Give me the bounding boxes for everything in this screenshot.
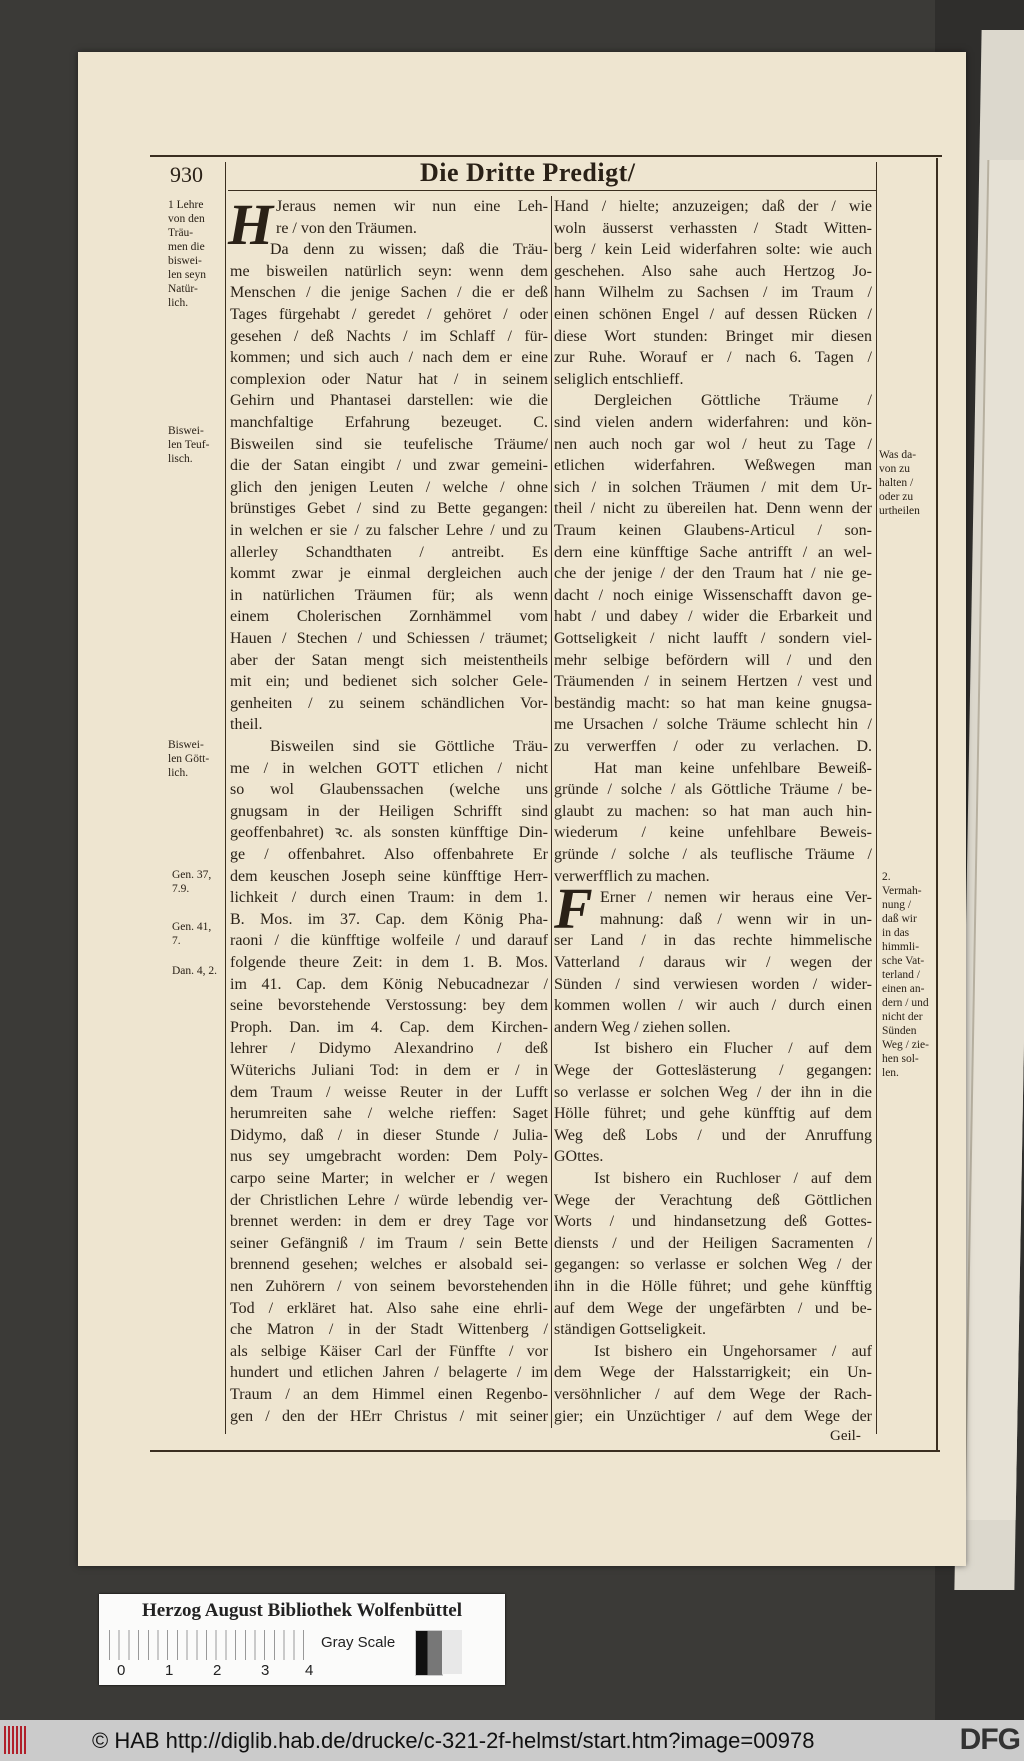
- text-line: Didymo, daß / in dieser Stunde / Julia-: [230, 1126, 548, 1144]
- text-line: gesehen / deß Nachts / im Schlaff / für-: [230, 327, 548, 345]
- text-line: complexion oder Natur hat / in seinem: [230, 370, 548, 388]
- margin-note-line: len Teuf-: [168, 439, 210, 451]
- text-line: Ist bishero ein Flucher / auf dem: [594, 1040, 872, 1058]
- margin-note-line: lich.: [168, 767, 189, 779]
- margin-note-line: len seyn: [168, 269, 207, 281]
- text-line: hann Wilhelm zu Sachsen / im Traum /: [554, 284, 872, 302]
- hab-logo-icon: [4, 1726, 26, 1754]
- margin-note-line: halten /: [879, 477, 914, 489]
- margin-note: [168, 424, 209, 466]
- text-line: andern Weg / ziehen sollen.: [554, 1018, 731, 1036]
- text-line: seine bevorstehende Verstossung: bey dem: [230, 997, 548, 1015]
- ruler-number: 4: [305, 1662, 314, 1679]
- text-line: Menschen / die jenige Sachen / die er deß: [230, 284, 548, 302]
- margin-note-line: Träu-: [168, 227, 194, 239]
- left-margin-rule: [225, 162, 226, 1434]
- text-line: Tod / erkläret hat. Also sahe eine ehrli-: [230, 1299, 548, 1317]
- text-line: carpo seine Marter; in welcher er / wegen: [230, 1170, 548, 1187]
- ruler-number: 3: [261, 1662, 270, 1679]
- text-line: gier; ein Unzüchtiger / auf dem Wege der: [554, 1407, 872, 1425]
- text-line: me bisweilen natürlich seyn: wenn dem: [230, 262, 548, 280]
- text-line: raoni / die künfftige wolfeile / und darauf: [230, 932, 548, 950]
- text-line: nen Zuhörern / von seinem bevorstehenden: [230, 1278, 548, 1295]
- margin-note-line: Natür-: [168, 283, 198, 295]
- text-line: glaubt zu machen: so hat man auch hin-: [554, 802, 872, 820]
- text-line: theil.: [230, 716, 263, 734]
- text-line: me Ursachen / solche Träume schlecht hin /: [554, 716, 872, 734]
- text-line: so wol Glaubenssachen (welche uns: [230, 781, 548, 799]
- text-line: gründe / solche / als Göttliche Träume / be-: [554, 781, 872, 799]
- text-line: in welchen er sie / zu falscher Lehre / und zu: [230, 522, 548, 539]
- text-line: etlichen widerfahren. Weßwegen man: [554, 457, 872, 475]
- text-line: Traum keinen Glaubens-Articul / son-: [554, 522, 872, 539]
- text-line: dem Wege der Halsstarrigkeit; ein Un-: [554, 1364, 872, 1382]
- text-line: versöhnlicher / auf dem Wege der Rach-: [554, 1386, 872, 1403]
- margin-note-line: 2.: [882, 871, 891, 883]
- ruler-number: 2: [213, 1662, 222, 1679]
- text-line: Proph. Dan. im 4. Cap. dem Kirchen-: [230, 1018, 548, 1036]
- text-line: Träumenden / in seinem Hertzen / vest und: [554, 673, 872, 691]
- margin-note-line: nung /: [882, 899, 912, 911]
- text-line: nus sey umgebracht worden: Dem Poly-: [230, 1148, 548, 1166]
- margin-note-line: Vermah-: [882, 885, 922, 897]
- margin-note: [168, 738, 209, 780]
- text-line: seiner Gefängniß / im Traum / sein Bette: [230, 1234, 548, 1252]
- text-line: habt / und dabey / wider die Erbarkeit und: [554, 608, 872, 626]
- text-line: herumreiten sahe / welche rieffen: Saget: [230, 1105, 548, 1123]
- margin-note-line: einen an-: [882, 983, 925, 995]
- text-line: mit ein; und bedienet sich solcher Gele-: [230, 673, 548, 691]
- text-line: brennet werden: in dem er drey Tage vor: [230, 1213, 548, 1231]
- text-line: Hat man keine unfehlbare Beweiß-: [594, 759, 872, 777]
- margin-note-line: oder zu: [879, 491, 914, 503]
- margin-note: [882, 870, 929, 1080]
- margin-note-line: lisch.: [168, 453, 193, 465]
- text-line: Ist bishero ein Ungehorsamer / auf: [594, 1342, 872, 1360]
- copyright-link[interactable]: © HAB http://diglib.hab.de/drucke/c-321-2f-helmst/start.htm?image=00978: [92, 1728, 815, 1753]
- text-line: geschehen. Also sahe auch Hertzog Jo-: [554, 262, 872, 280]
- text-line: Vatterland / daraus wir / wegen der: [554, 954, 872, 971]
- margin-note-line: hen sol-: [882, 1053, 919, 1065]
- dfg-logo: DFG: [959, 1723, 1020, 1756]
- margin-note: [879, 448, 920, 518]
- margin-note-line: men die: [168, 241, 205, 253]
- text-line: gründe / solche / als teuflische Träume /: [554, 846, 872, 863]
- text-line: Bisweilen sind sie Göttliche Träu-: [270, 738, 548, 755]
- gray-scale-swatch-light: [442, 1630, 462, 1674]
- gray-scale-swatch: [415, 1630, 443, 1676]
- text-line: zu verwerffen / oder zu verlachen. D.: [554, 738, 872, 755]
- text-line: nen auch noch gar wol / heut zu Tage /: [554, 435, 872, 453]
- margin-note-line: len Gött-: [168, 753, 210, 765]
- text-line: geoffenbahret) ꝛc. als sonsten künfftige Din-: [230, 824, 548, 842]
- margin-note-line: von den: [168, 213, 205, 225]
- text-line: Dergleichen Göttliche Träume /: [594, 392, 872, 410]
- text-line: Jeraus nemen wir nun eine Leh-: [276, 198, 548, 215]
- text-line: Ist bishero ein Ruchloser / auf dem: [594, 1170, 872, 1187]
- margin-note-line: nicht der: [882, 1011, 923, 1023]
- text-line: beständig macht: so hat man keine gnugsa-: [554, 694, 872, 712]
- text-line: woln äusserst verhassten / Stadt Witten-: [554, 219, 872, 237]
- text-line: che Matron / in der Stadt Wittenberg /: [230, 1321, 548, 1339]
- text-line: brennend gesehen; welches er alsobald sei-: [230, 1256, 548, 1274]
- page-title: Die Dritte Predigt/: [420, 158, 636, 187]
- page-number: 930: [170, 162, 203, 187]
- text-line: B. Mos. im 37. Cap. dem König Pha-: [230, 910, 548, 928]
- text-line: allerley Schandthaten / antreibt. Es: [230, 543, 548, 561]
- ruler-number: 1: [165, 1662, 174, 1679]
- text-line: genheiten / zu seinem schändlichen Vor-: [230, 694, 548, 712]
- drop-cap: F: [554, 876, 593, 941]
- text-line: ser Land / in das rechte himmelische: [554, 932, 872, 950]
- text-line: dacht / noch einige Wissenschafft davon ge-: [554, 586, 872, 604]
- text-line: Bisweilen sind sie teufelische Träume/: [230, 435, 548, 453]
- library-label: [99, 1594, 505, 1685]
- text-line: sind vielen andern widerfahren: und kön-: [554, 414, 872, 431]
- text-line: mehr selbige befördern will / und den: [554, 651, 872, 669]
- text-line: manchfaltige Erfahrung bezeuget. C.: [230, 414, 548, 431]
- margin-note-line: Sünden: [882, 1025, 917, 1037]
- text-line: Gehirn und Phantasei darstellen: wie die: [230, 392, 548, 410]
- text-line: che der jenige / der den Traum hat / nie ge-: [554, 565, 872, 583]
- text-line: folgende theure Zeit: in dem 1. B. Mos.: [230, 954, 548, 971]
- column-rule: [551, 196, 552, 1428]
- margin-note-line: Biswei-: [168, 739, 204, 751]
- footer-bar: [0, 1720, 1024, 1761]
- text-line: Wüterichs Juliani Tod: in dem er / in: [230, 1062, 548, 1079]
- text-line: Hauen / Stechen / und Schiessen / träumet;: [230, 630, 548, 647]
- drop-cap: H: [228, 192, 274, 257]
- text-line: mahnung: daß / wenn wir in un-: [600, 910, 872, 928]
- margin-note-line: in das: [882, 927, 910, 939]
- margin-note-line: Was da-: [879, 449, 917, 461]
- text-line: Traum / an dem Himmel einen Regenbo-: [230, 1386, 548, 1403]
- text-line: Erner / nemen wir heraus eine Ver-: [600, 889, 872, 907]
- text-line: gnugsam in der Heiligen Schrifft sind: [230, 802, 548, 820]
- text-line: auf dem Wege der ungefärbten / und be-: [554, 1299, 872, 1317]
- text-line: Wege der Verachtung deß Göttlichen: [554, 1191, 872, 1209]
- margin-note-line: daß wir: [882, 913, 917, 925]
- text-line: Worts / und hindansetzung deß Gottes-: [554, 1213, 872, 1231]
- library-name: Herzog August Bibliothek Wolfenbüttel: [141, 1600, 463, 1621]
- margin-note-line: urtheilen: [879, 505, 920, 517]
- margin-note: [172, 964, 217, 978]
- margin-note-line: 7.9.: [172, 883, 190, 895]
- margin-note-line: Weg / zie-: [882, 1039, 929, 1051]
- text-line: der Christlichen Lehre / würde lebendig ver-: [230, 1191, 548, 1209]
- margin-note-line: himmli-: [882, 941, 920, 953]
- text-line: ständigen Gottseligkeit.: [554, 1321, 706, 1339]
- ruler: [109, 1630, 305, 1660]
- text-line: me / in welchen GOTT etlichen / nicht: [230, 759, 548, 777]
- margin-note-line: Biswei-: [168, 425, 204, 437]
- text-line: brünstiges Gebet / sind zu Bette gegangen:: [230, 500, 548, 518]
- top-rule: [150, 155, 942, 157]
- text-line: einem Cholerischen Zornhämmel vom: [230, 608, 548, 626]
- margin-note-line: 7.: [172, 935, 181, 947]
- text-line: re / von den Träumen.: [276, 219, 417, 237]
- text-line: kommt zwar je einmal dergleichen auch: [230, 565, 548, 583]
- text-line: verwerfflich zu machen.: [554, 867, 710, 885]
- margin-note-line: biswei-: [168, 255, 202, 267]
- text-line: ihn in die Hölle führet; und gehe künfftig: [554, 1278, 872, 1295]
- gray-scale-label: Gray Scale: [321, 1634, 396, 1651]
- text-line: ge / offenbahret. Also offenbahrete Er: [230, 846, 548, 863]
- text-line: GOttes.: [554, 1148, 604, 1166]
- text-line: Tages fürgehabt / geredet / gehöret / oder: [230, 306, 548, 323]
- text-line: aber der Satan mengt sich meistentheils: [230, 651, 548, 669]
- text-line: hundert und etlichen Jahren / belagerte / im: [230, 1364, 548, 1382]
- text-line: Gottseligkeit / nicht laufft / sondern viel-: [554, 630, 872, 647]
- catchword: Geil-: [830, 1428, 861, 1444]
- text-line: seliglich entschlieff.: [554, 370, 684, 388]
- margin-note-line: Dan. 4, 2.: [172, 965, 218, 977]
- text-line: Weg deß Lobs / und der Anruffung: [554, 1126, 872, 1144]
- right-margin-rule: [876, 162, 877, 1434]
- margin-note: [172, 868, 211, 896]
- text-line: im 41. Cap. dem König Nebucadnezar /: [230, 975, 548, 993]
- text-line: sich / in solchen Träumen / mit dem Ur-: [554, 478, 872, 496]
- ruler-number: 0: [117, 1662, 126, 1679]
- text-line: in natürlichen Träumen für; als wenn: [230, 586, 548, 604]
- text-line: diensts / und der Heiligen Sacramenten /: [554, 1234, 872, 1252]
- text-line: wiederum / keine unfehlbare Beweis-: [554, 824, 872, 842]
- margin-note-line: 1 Lehre: [168, 199, 204, 211]
- text-line: dem keuschen Joseph seine künfftige Herr-: [230, 867, 548, 885]
- text-line: dern eine künfftige Sache antrifft / an wel-: [554, 543, 872, 561]
- text-line: gen / den der HErr Christus / mit seiner: [230, 1407, 548, 1425]
- margin-note: [172, 920, 211, 948]
- text-line: dem Traum / weisse Reuter in der Lufft: [230, 1083, 548, 1101]
- text-line: zur Ruhe. Worauf er / nach 6. Tagen /: [554, 349, 872, 367]
- text-line: berg / kein Leid widerfahren solte: wie auch: [554, 241, 872, 259]
- bottom-rule: [150, 1450, 940, 1452]
- text-line: glich den jenigen Leuten / welche / ohne: [230, 478, 548, 496]
- text-line: kommen wollen / wir auch / durch einen: [554, 997, 872, 1015]
- text-line: Wege der Gotteslästerung / gegangen:: [554, 1062, 872, 1079]
- margin-note-line: von zu: [879, 463, 910, 475]
- margin-note-line: Gen. 41,: [172, 921, 212, 933]
- margin-note-line: dern / und: [882, 997, 929, 1009]
- text-line: lichkeit / durch einen Traum: in dem 1.: [230, 889, 548, 907]
- text-line: Hand / hielte; anzuzeigen; daß der / wie: [554, 198, 872, 215]
- text-line: lehrer / Didymo Alexandrino / deß: [230, 1040, 548, 1058]
- text-line: gegangen: so verlasse er solchen Weg / der: [554, 1256, 872, 1274]
- margin-note-line: Gen. 37,: [172, 869, 212, 881]
- text-line: Hölle führet; und gehe künfftig auf dem: [554, 1105, 872, 1123]
- margin-note-line: terland /: [882, 969, 920, 981]
- margin-note-line: len.: [882, 1067, 899, 1079]
- text-line: so verlasse er solchen Weg / der ihn in die: [554, 1083, 872, 1101]
- frame-right-rule: [936, 158, 938, 1450]
- text-line: Da denn zu wissen; daß die Träu-: [270, 241, 548, 259]
- text-line: kommen; und sich auch / nach dem er eine: [230, 349, 548, 367]
- text-line: als selbige Käiser Carl der Fünffte / vor: [230, 1342, 548, 1360]
- margin-note: [168, 198, 206, 310]
- margin-note-line: sche Vat-: [882, 955, 925, 967]
- text-line: theil / nicht zu übereilen hat. Denn wenn der: [554, 500, 872, 518]
- text-line: einen schönen Engel / auf dessen Rücken /: [554, 306, 872, 323]
- text-line: diese Wort stunden: Bringet mir diesen: [554, 327, 872, 345]
- text-line: Sünden / sind verwiesen worden / wider-: [554, 975, 872, 993]
- title-rule: [228, 190, 876, 191]
- text-line: die der Satan eingibt / und zwar gemeini-: [230, 457, 548, 475]
- margin-note-line: lich.: [168, 297, 189, 309]
